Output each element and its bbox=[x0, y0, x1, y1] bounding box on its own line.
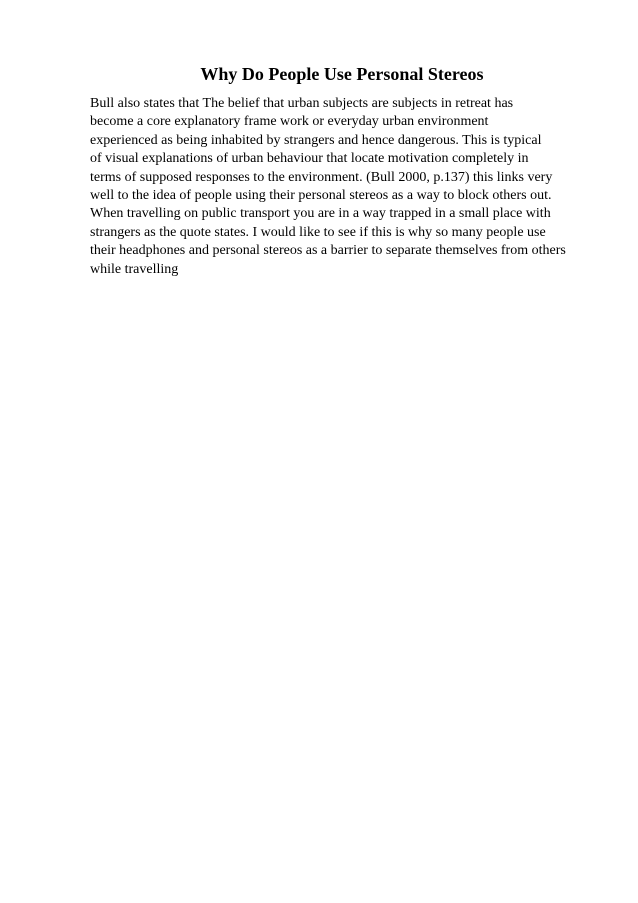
body-paragraph bbox=[90, 95, 620, 279]
paragraph-line: terms of supposed responses to the environment. (Bull 2000, p.137) this links very bbox=[90, 169, 553, 185]
paragraph-line: strangers as the quote states. I would like to see if this is why so many people use bbox=[90, 224, 546, 240]
paragraph-line: When travelling on public transport you are in a way trapped in a small place with bbox=[90, 206, 551, 222]
paragraph-line: become a core explanatory frame work or everyday urban environment bbox=[90, 114, 489, 130]
paragraph-line: experienced as being inhabited by strangers and hence dangerous. This is typical bbox=[90, 132, 542, 148]
page-title: Why Do People Use Personal Stereos bbox=[200, 64, 484, 84]
paragraph-line: their headphones and personal stereos as a barrier to separate themselves from others bbox=[90, 243, 566, 259]
paragraph-line: while travelling bbox=[90, 261, 179, 277]
paragraph-line: Bull also states that The belief that urban subjects are subjects in retreat has bbox=[90, 96, 514, 111]
paragraph-line: well to the idea of people using their personal stereos as a way to block others out. bbox=[90, 188, 552, 204]
paragraph-line: of visual explanations of urban behaviour that locate motivation completely in bbox=[90, 151, 529, 167]
